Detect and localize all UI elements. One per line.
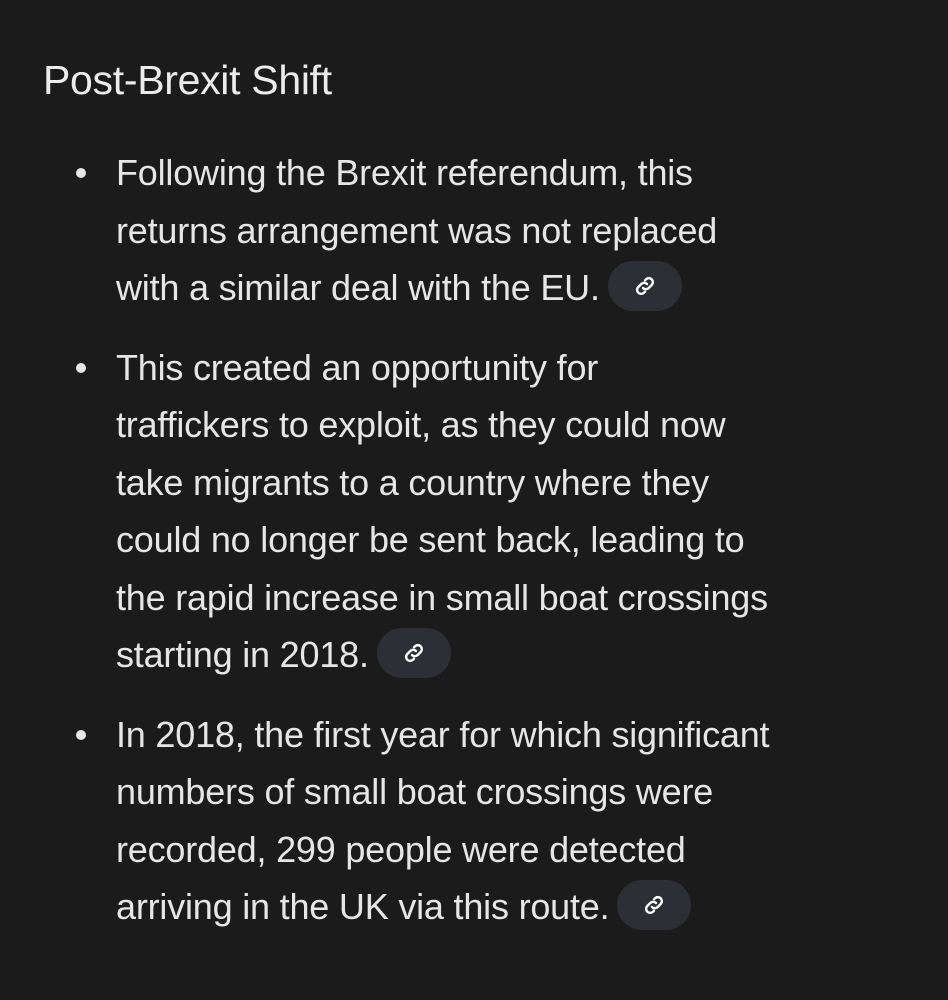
list-item-text: arriving in the UK via this route. [116,886,610,927]
link-icon [642,893,666,917]
list-item-text: take migrants to a country where they [116,461,709,503]
source-link-button[interactable] [617,880,691,930]
list-item-text: recorded, 299 people were detected [116,828,686,870]
list-item-text: This created an opportunity for [116,346,599,388]
list-item [0,144,948,317]
bullet-dot-icon [76,168,86,178]
bullet-list [0,144,948,958]
list-item-text: traffickers to exploit, as they could now [116,404,726,445]
list-item-text: the rapid increase in small boat crossings [116,576,768,618]
list-item [0,706,948,936]
list-item-text [116,259,948,317]
list-item-text: returns arrangement was not replaced [116,209,718,251]
source-link-button[interactable] [377,628,451,678]
list-item-text: could no longer be sent back, leading to [116,519,745,560]
list-item-text [116,878,948,936]
list-item-text: In 2018, the first year for which significant [116,713,770,755]
bullet-dot-icon [76,363,86,373]
list-item-text [116,626,948,684]
list-item-text: starting in 2018. [116,634,369,675]
list-item-text: with a similar deal with the EU. [116,267,600,308]
bullet-dot-icon [76,730,86,740]
source-link-button[interactable] [608,261,682,311]
list-item-text: Following the Brexit referendum, this [116,152,693,193]
link-icon [633,274,657,298]
list-item [0,339,948,684]
link-icon [402,641,426,665]
section-heading: Post-Brexit Shift [43,57,332,103]
list-item-text: numbers of small boat crossings were [116,771,714,812]
